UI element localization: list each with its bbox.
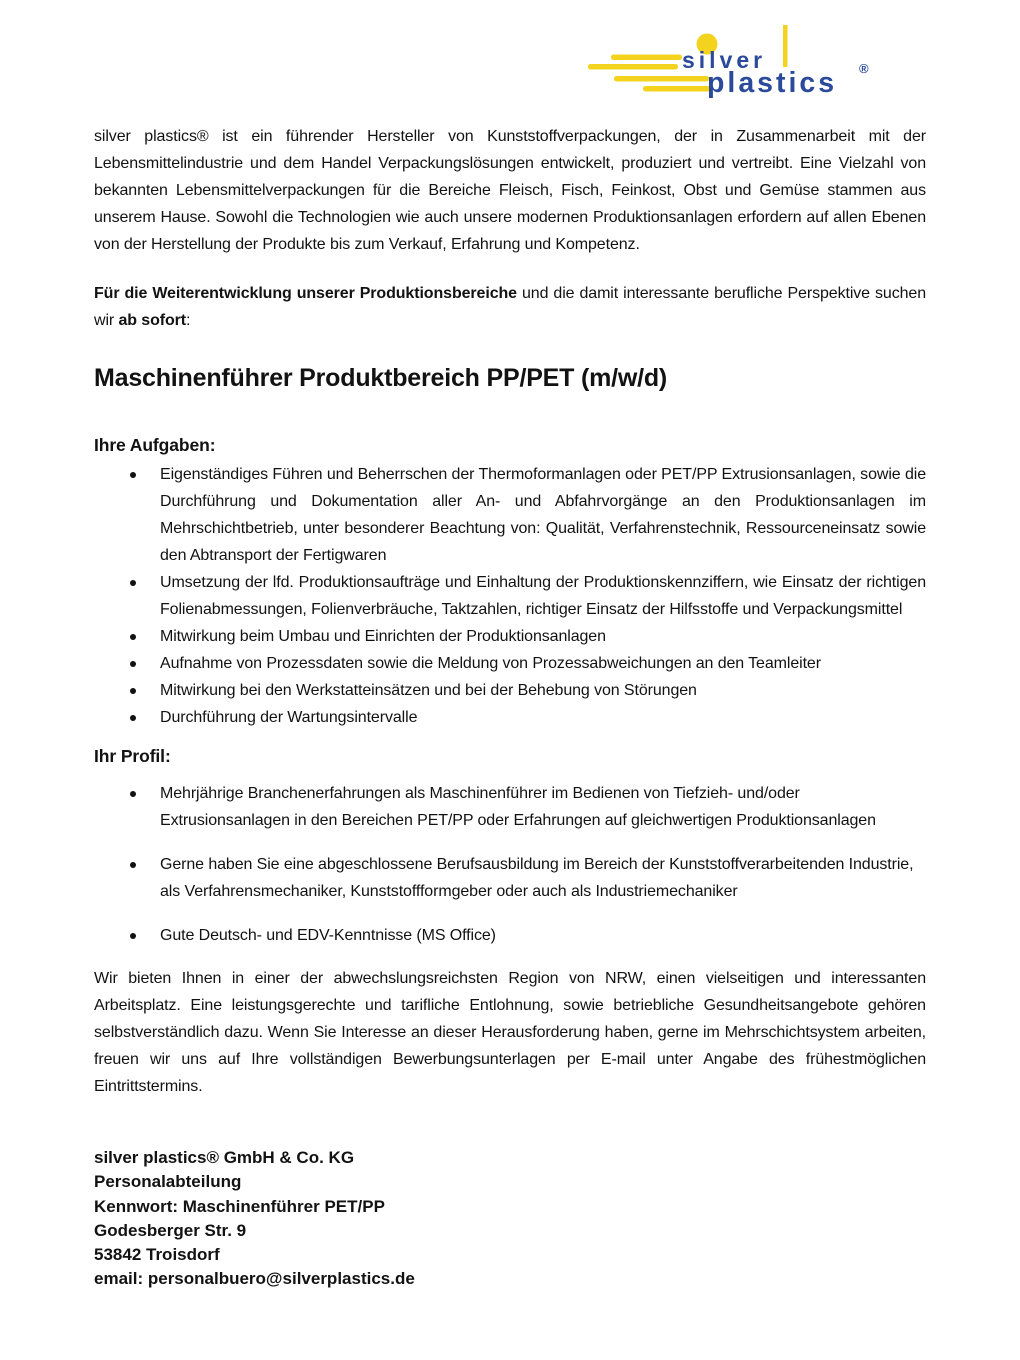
profile-heading: Ihr Profil: (94, 746, 171, 766)
tasks-list (94, 461, 926, 731)
contact-line: Personalabteilung (94, 1172, 242, 1192)
profile-item: Gute Deutsch- und EDV-Kenntnisse (MS Office) (94, 922, 926, 949)
task-item: Umsetzung der lfd. Produktionsaufträge und Einhaltung der Produktionskennziffern, wie Einsatz der richtigen Folienabmessungen, Folienverbräuche, Taktzahlen, richtiger Einsatz der Hilfsstoffe und Verpackungsmittel (94, 569, 926, 623)
closing-paragraph: Wir bieten Ihnen in einer der abwechslungsreichsten Region von NRW, einen vielseitigen und interessanten Arbeitsplatz. Eine leistungsgerechte und tarifliche Entlohnung, sowie betriebliche Gesundheitsangebote gehören selbstverständlich dazu. Wenn Sie Interesse an dieser Herausforderung haben, gerne im Mehrschichtsystem arbeiten, freuen wir uns auf Ihre vollständigen Bewerbungsunterlagen per E-mail unter Angabe des frühestmöglichen Eintrittstermins. (94, 970, 926, 1095)
company-logo (575, 25, 905, 105)
logo-word-plastics: plastics (707, 67, 838, 99)
logo-speed-line (611, 55, 682, 61)
intro-paragraph-2 (94, 280, 926, 334)
task-item: Mitwirkung beim Umbau und Einrichten der Produktionsanlagen (94, 623, 926, 650)
contact-line: silver plastics® GmbH & Co. KG (94, 1148, 355, 1167)
contact-line: 53842 Troisdorf (94, 1245, 220, 1265)
intro-colon: : (186, 312, 191, 329)
task-item: Aufnahme von Prozessdaten sowie die Meldung von Prozessabweichungen an den Teamleiter (94, 650, 926, 677)
logo-registered-mark: ® (859, 61, 869, 76)
tasks-heading: Ihre Aufgaben: (94, 435, 216, 455)
contact-line: email: personalbuero@silverplastics.de (94, 1269, 415, 1289)
intro-paragraph: silver plastics® ist ein führender Hersteller von Kunststoffverpackungen, der in Zusammenarbeit mit der Lebensmittelindustrie und dem Handel Verpackungslösungen entwickelt, produziert und vertreibt. Eine Vielzahl von bekannten Lebensmittelverpackungen für die Bereiche Fleisch, Fisch, Feinkost, Obst und Gemüse stammen aus unserem Hause. Sowohl die Technologien wie auch unsere modernen Produktionsanlagen erfordern auf allen Ebenen von der Herstellung der Produkte bis zum Verkauf, Erfahrung und Kompetenz. (94, 128, 926, 253)
contact-block (94, 1146, 926, 1292)
task-item: Mitwirkung bei den Werkstatteinsätzen und bei der Behebung von Störungen (94, 677, 926, 704)
silver-plastics-logo-icon (575, 25, 905, 105)
task-item: Eigenständiges Führen und Beherrschen der Thermoformanlagen oder PET/PP Extrusionsanlagen, sowie die Durchführung und Dokumentation aller An- und Abfahrvorgänge an den Produktionsanlagen im Mehrschichtbetrieb, unter besonderer Beachtung von: Qualität, Verfahrenstechnik, Ressourceneinsatz sowie den Abtransport der Fertigwaren (94, 461, 926, 569)
profile-item: Gerne haben Sie eine abgeschlossene Berufsausbildung im Bereich der Kunststoffverarbeitenden Industrie, als Verfahrensmechaniker, Kunststoffformgeber oder auch als Industriemechaniker (94, 851, 926, 905)
intro-normal-phrase: und die damit interessante berufliche Perspektive suchen wir (94, 285, 926, 329)
profile-list (94, 780, 926, 949)
logo-vertical-line (783, 25, 788, 67)
intro-bold-ab-sofort: ab sofort (118, 312, 187, 329)
logo-speed-line (588, 64, 678, 70)
contact-line: Godesberger Str. 9 (94, 1220, 247, 1240)
logo-speed-line (643, 86, 713, 92)
intro-bold-phrase: Für die Weiterentwicklung unserer Produktionsbereiche (94, 285, 517, 302)
profile-item: Mehrjährige Branchenerfahrungen als Maschinenführer im Bedienen von Tiefzieh- und/oder Extrusionsanlagen in den Bereichen PET/PP oder Erfahrungen auf gleichwertigen Produktionsanlagen (94, 780, 926, 834)
logo-speed-line (614, 76, 709, 82)
job-title: Maschinenführer Produktbereich PP/PET (m/w/d) (94, 364, 668, 392)
contact-line: Kennwort: Maschinenführer PET/PP (94, 1196, 385, 1216)
task-item: Durchführung der Wartungsintervalle (94, 704, 926, 731)
logo-word-silver: silver (682, 47, 767, 73)
